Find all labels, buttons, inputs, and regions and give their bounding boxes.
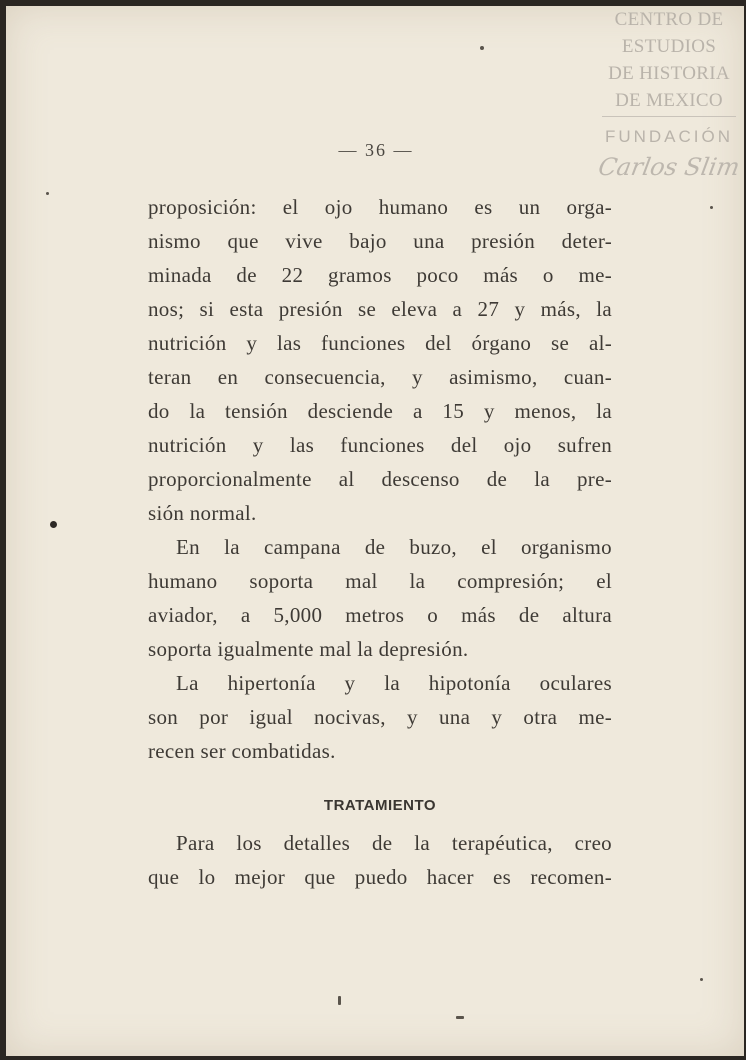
watermark-line: ESTUDIOS [621, 36, 717, 57]
text-line: recen ser combatidas. [148, 739, 336, 763]
paper-speck [456, 1016, 464, 1019]
text-line: do la tensión desciende a 15 y menos, la [148, 399, 612, 423]
text-line: La hipertonía y la hipotonía oculares [176, 671, 612, 695]
paper-speck [338, 996, 341, 1005]
text-line: nos; si esta presión se eleva a 27 y más, la [148, 297, 612, 321]
text-line: teran en consecuencia, y asimismo, cuan- [148, 365, 612, 389]
text-line: son por igual nocivas, y una y otra me- [148, 705, 612, 729]
watermark-foundation: FUNDACIÓN [604, 127, 734, 146]
text-line: En la campana de buzo, el organismo [176, 535, 612, 559]
paper-speck [700, 978, 703, 981]
paper-speck [46, 192, 49, 195]
text-line: nismo que vive bajo una presión deter- [148, 229, 612, 253]
watermark-line: DE MEXICO [615, 90, 723, 111]
paragraph [148, 666, 612, 768]
watermark-line: DE HISTORIA [608, 63, 730, 84]
watermark-signature: Carlos Slim [596, 153, 742, 181]
text-line: Para los detalles de la terapéutica, creo [176, 831, 612, 855]
archive-watermark [594, 6, 744, 181]
text-line: sión normal. [148, 501, 257, 525]
watermark-line: CENTRO DE [614, 9, 724, 30]
text-line: aviador, a 5,000 metros o más de altura [148, 603, 612, 627]
paper-speck [480, 46, 484, 50]
paragraph [148, 190, 612, 530]
text-line: proporcionalmente al descenso de la pre- [148, 467, 612, 491]
watermark-divider [602, 116, 736, 117]
page-number: — 36 — [338, 140, 414, 160]
body-text-continued [148, 826, 612, 894]
text-line: que lo mejor que puedo hacer es recomen- [148, 865, 612, 889]
text-line: proposición: el ojo humano es un orga- [148, 195, 612, 219]
paper-speck [710, 206, 713, 209]
paragraph [148, 530, 612, 666]
text-line: humano soporta mal la compresión; el [148, 569, 612, 593]
text-line: soporta igualmente mal la depresión. [148, 637, 469, 661]
body-text [148, 190, 612, 768]
text-line: nutrición y las funciones del ojo sufren [148, 433, 612, 457]
paper-speck [50, 521, 57, 528]
document-page [6, 6, 744, 1056]
text-line: nutrición y las funciones del órgano se al- [148, 331, 612, 355]
text-line: minada de 22 gramos poco más o me- [148, 263, 612, 287]
section-heading: TRATAMIENTO [323, 797, 437, 814]
